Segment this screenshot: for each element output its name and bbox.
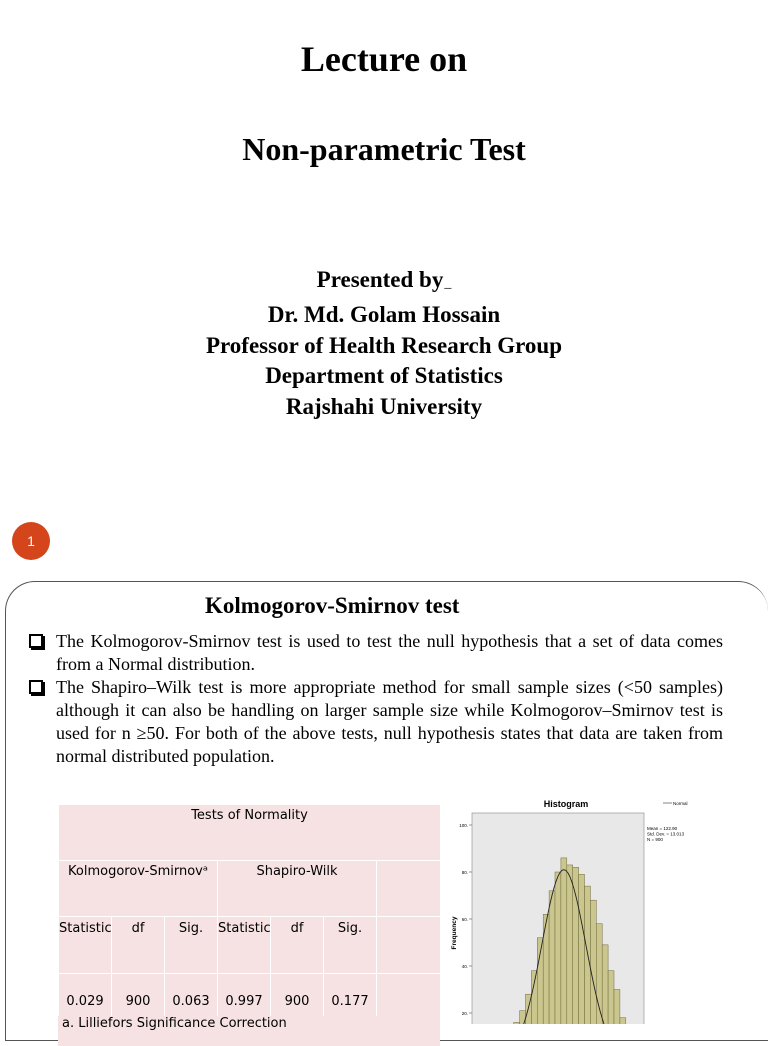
histogram-bar [567,865,573,1024]
checkbox-bullet-icon [29,634,43,648]
presenter-name: Dr. Md. Golam Hossain [267,301,501,327]
legend-label: Normal [673,801,688,806]
table-cell: 0.029 [59,974,112,1029]
presenter-university: Rajshahi University [285,394,483,420]
table-title: Tests of Normality [59,805,441,861]
column-header: Statistic [59,917,112,974]
presented-by-label: Presented by _ [317,267,452,292]
y-tick-label: 40. [461,964,468,969]
page-number-badge: 1 [12,522,50,560]
y-tick-label: 20. [461,1011,468,1016]
bullet-item [28,630,723,676]
column-header: df [112,917,165,974]
empty-cell [377,861,441,917]
table-cell: 0.997 [218,974,271,1029]
histogram-bar [561,858,567,1024]
histogram-bar [555,872,561,1024]
stats-label: Mean = 122.90 [647,826,678,831]
presenter-block [0,265,768,423]
histogram-bar [602,945,608,1024]
histogram-bar [549,891,555,1024]
bullet-list [28,630,723,768]
column-header: df [271,917,324,974]
histogram-bar [608,971,614,1024]
bullet-text: The Shapiro–Wilk test is more appropriate method for small sample sizes (<50 samples) although it can also be handling on larger sample size while Kolmogorov–Smirnov test is used for n ≥50. For both of the above tests, null hypothesis states that data are taken from normal distributed population. [56,677,723,766]
y-tick-label: 100. [459,823,468,828]
histogram-bar [531,971,537,1024]
lecture-title: Lecture on [300,39,468,79]
chart-title: Histogram [543,799,589,809]
stats-label: N = 900 [647,837,663,842]
table-cell: 0.177 [324,974,377,1029]
bullet-text: The Kolmogorov-Smirnov test is used to test the null hypothesis that a set of data comes from a Normal distribution. [56,631,723,674]
y-tick-label: 80. [461,870,468,875]
table-cell: 900 [271,974,324,1029]
histogram-bar [590,900,596,1024]
table-cell: 0.063 [165,974,218,1029]
lecture-subject: Non-parametric Test [242,131,526,167]
table-cell: 900 [112,974,165,1029]
ks-group-header: Kolmogorov-Smirnovᵃ [59,861,218,917]
ks-test-title: Kolmogorov-Smirnov test [205,593,460,618]
bullet-item [28,676,723,768]
checkbox-bullet-icon [29,680,43,694]
histogram-bar [614,990,620,1025]
histogram-bar [620,1018,626,1024]
normality-table [58,804,441,1029]
presenter-title: Professor of Health Research Group [205,332,563,358]
histogram-svg [448,793,693,1024]
presenter-department: Department of Statistics [265,363,503,389]
histogram-bar [579,874,585,1024]
table-footnote: a. Lilliefors Significance Correction [58,1016,440,1046]
histogram-chart [448,793,693,1024]
column-header: Sig. [165,917,218,974]
stats-label: Std. Dev. = 13.013 [647,831,685,837]
column-header: Sig. [324,917,377,974]
sw-group-header: Shapiro-Wilk [218,861,377,917]
histogram-bar [573,867,579,1024]
empty-cell [377,917,441,974]
column-header: Statistic [218,917,271,974]
y-tick-label: 60. [461,917,468,922]
y-axis-label: Frequency [451,916,458,950]
